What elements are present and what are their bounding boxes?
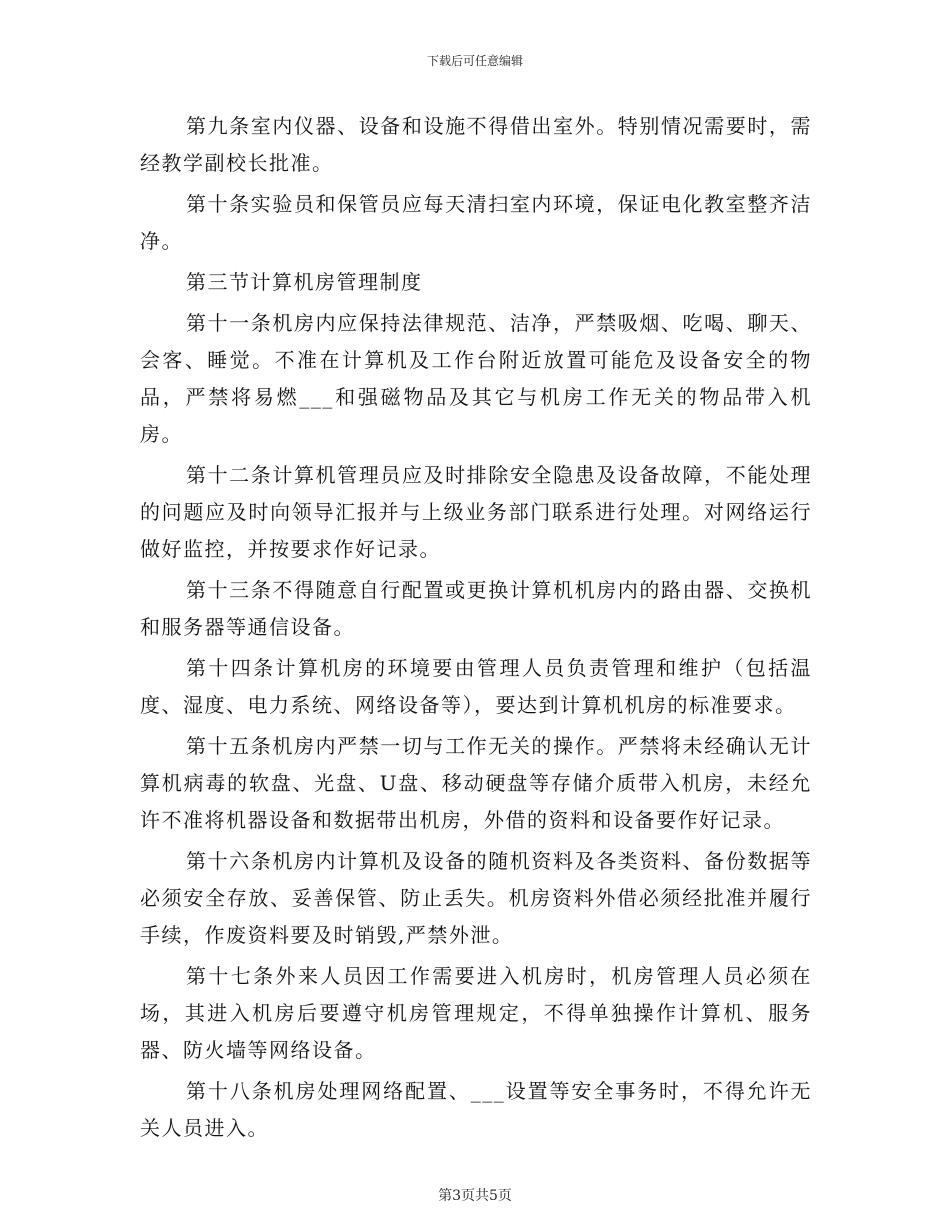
- page-header: 下载后可任意编辑: [426, 54, 523, 68]
- paragraph-article-11: 第十一条机房内应保持法律规范、洁净，严禁吸烟、吃喝、聊天、会客、睡觉。不准在计算机及工作台附近放置可能危及设备安全的物品，严禁将易燃___和强磁物品及其它与机房工作无关的物品带入机房。: [140, 311, 812, 446]
- paragraph-article-12: 第十二条计算机管理员应及时排除安全隐患及设备故障，不能处理的问题应及时向领导汇报并与上级业务部门联系进行处理。对网络运行做好监控，并按要求作好记录。: [140, 463, 812, 561]
- paragraph-article-9: 第九条室内仪器、设备和设施不得借出室外。特别情况需要时，需经教学副校长批准。: [140, 114, 812, 175]
- paragraph-article-15: 第十五条机房内严禁一切与工作无关的操作。严禁将未经确认无计算机病毒的软盘、光盘、U盘、移动硬盘等存储介质带入机房，未经允许不准将机器设备和数据带出机房，外借的资料和设备要作好记录。: [140, 734, 812, 832]
- document-body: [140, 108, 812, 1151]
- paragraph-article-17: 第十七条外来人员因工作需要进入机房时，机房管理人员必须在场，其进入机房后要遵守机房管理规定，不得单独操作计算机、服务器、防火墙等网络设备。: [140, 964, 812, 1062]
- paragraph-article-10: 第十条实验员和保管员应每天清扫室内环境，保证电化教室整齐洁净。: [140, 192, 812, 253]
- paragraph-article-14: 第十四条计算机房的环境要由管理人员负责管理和维护（包括温度、湿度、电力系统、网络设备等），要达到计算机机房的标准要求。: [140, 656, 812, 717]
- paragraph-article-16: 第十六条机房内计算机及设备的随机资料及各类资料、备份数据等必须安全存放、妥善保管、防止丢失。机房资料外借必须经批准并履行手续，作废资料要及时销毁,严禁外泄。: [140, 849, 812, 947]
- section-heading: 第三节计算机房管理制度: [186, 270, 423, 294]
- page-number: 第3页共5页: [438, 1188, 512, 1204]
- paragraph-article-13: 第十三条不得随意自行配置或更换计算机机房内的路由器、交换机和服务器等通信设备。: [140, 578, 812, 639]
- paragraph-article-18: 第十八条机房处理网络配置、___设置等安全事务时，不得允许无关人员进入。: [140, 1079, 812, 1140]
